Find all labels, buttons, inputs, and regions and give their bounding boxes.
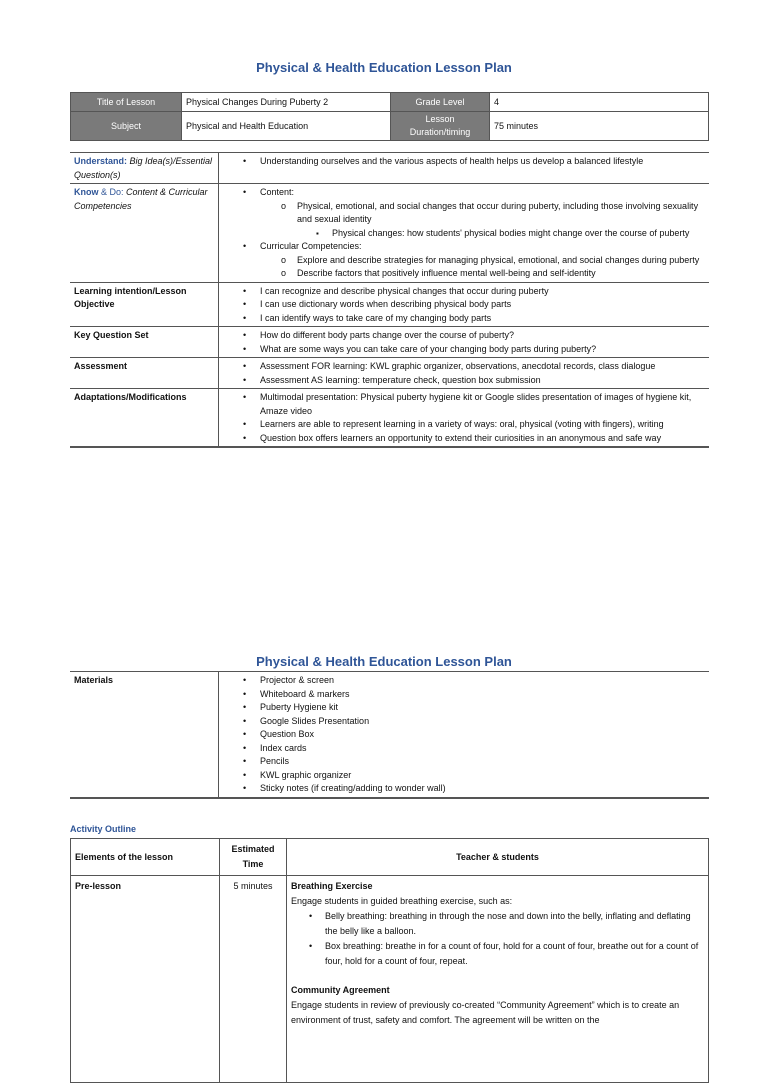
activity-outline-table [70,838,709,1083]
learning-item: • I can identify ways to take care of my changing body parts [223,312,705,326]
community-text: Engage students in review of previously co-created “Community Agreement” which is to create an environment of trust, safety and comfort. The agreement will be written on the [291,1000,680,1025]
content-label: • Content: [223,186,705,200]
page-title: Physical & Health Education Lesson Plan [256,60,512,75]
material-item: • Question Box [223,728,705,742]
material-item: • Puberty Hygiene kit [223,701,705,715]
learning-item: • I can recognize and describe physical changes that occur during puberty [223,285,705,299]
activity-outline-heading: Activity Outline [70,824,137,834]
understand-label: Understand: Big Idea(s)/Essential Question(s) [70,153,219,184]
material-item: • Whiteboard & markers [223,688,705,702]
key-question-item: • How do different body parts change over the course of puberty? [223,329,705,343]
elements-header: Elements of the lesson [71,839,220,876]
learning-intention-label: Learning intention/Lesson Objective [70,282,219,327]
duration-value: 75 minutes [490,112,709,141]
key-question-label: Key Question Set [70,327,219,358]
content-subitem: ▪ Physical changes: how students' physical bodies might change over the course of puberty [223,227,705,241]
community-title: Community Agreement [291,985,390,995]
materials-label: Materials [70,672,219,798]
subject-label: Subject [71,112,182,141]
lesson-plan-table [70,152,709,448]
content-item: o Physical, emotional, and social changes that occur during puberty, including those involving sexuality and sexual identity [223,200,705,227]
time-header: Estimated Time [220,839,287,876]
material-item: • Projector & screen [223,674,705,688]
subject-value: Physical and Health Education [182,112,391,141]
breathing-item: • Belly breathing: breathing in through the nose and down into the belly, inflating and deflating the belly like a balloon. [291,909,704,939]
key-question-item: • What are some ways you can take care of your changing body parts during puberty? [223,343,705,357]
material-item: • Sticky notes (if creating/adding to wonder wall) [223,782,705,796]
material-item: • Google Slides Presentation [223,715,705,729]
adaptations-label: Adaptations/Modifications [70,389,219,448]
pre-lesson-label: Pre-lesson [71,876,220,1083]
materials-table [70,671,709,799]
competency-item: o Explore and describe strategies for managing physical, emotional, and social changes during puberty [223,254,705,268]
learning-item: • I can use dictionary words when describing physical body parts [223,298,705,312]
understand-item: • Understanding ourselves and the various aspects of health helps us develop a balanced lifestyle [223,155,705,169]
pre-lesson-content [287,876,709,1083]
assessment-item: • Assessment AS learning: temperature check, question box submission [223,374,705,388]
title-value: Physical Changes During Puberty 2 [182,93,391,112]
teacher-students-header: Teacher & students [287,839,709,876]
page2-title: Physical & Health Education Lesson Plan [256,654,512,669]
title-label: Title of Lesson [71,93,182,112]
competency-item: o Describe factors that positively influence mental well-being and self-identity [223,267,705,281]
material-item: • KWL graphic organizer [223,769,705,783]
breathing-item: • Box breathing: breathe in for a count of four, hold for a count of four, breathe out for a count of four, hold for a count of four, repeat. [291,939,704,969]
adaptation-item: • Question box offers learners an opportunity to extend their curiosities in an anonymous and safe way [223,432,705,446]
grade-value: 4 [490,93,709,112]
assessment-label: Assessment [70,358,219,389]
adaptation-item: • Multimodal presentation: Physical puberty hygiene kit or Google slides presentation of images of hygiene kit, Amaze video [223,391,705,418]
competencies-label: • Curricular Competencies: [223,240,705,254]
pre-lesson-time: 5 minutes [220,876,287,1083]
assessment-item: • Assessment FOR learning: KWL graphic organizer, observations, anecdotal records, class dialogue [223,360,705,374]
know-do-label: Know & Do: Content & Curricular Competencies [70,184,219,283]
breathing-intro: Engage students in guided breathing exercise, such as: [291,896,513,906]
material-item: • Index cards [223,742,705,756]
material-item: • Pencils [223,755,705,769]
lesson-header-table [70,92,709,141]
grade-label: Grade Level [391,93,490,112]
adaptation-item: • Learners are able to represent learning in a variety of ways: oral, physical (voting with fingers), writing [223,418,705,432]
duration-label: Lesson Duration/timing [391,112,490,141]
breathing-title: Breathing Exercise [291,881,373,891]
